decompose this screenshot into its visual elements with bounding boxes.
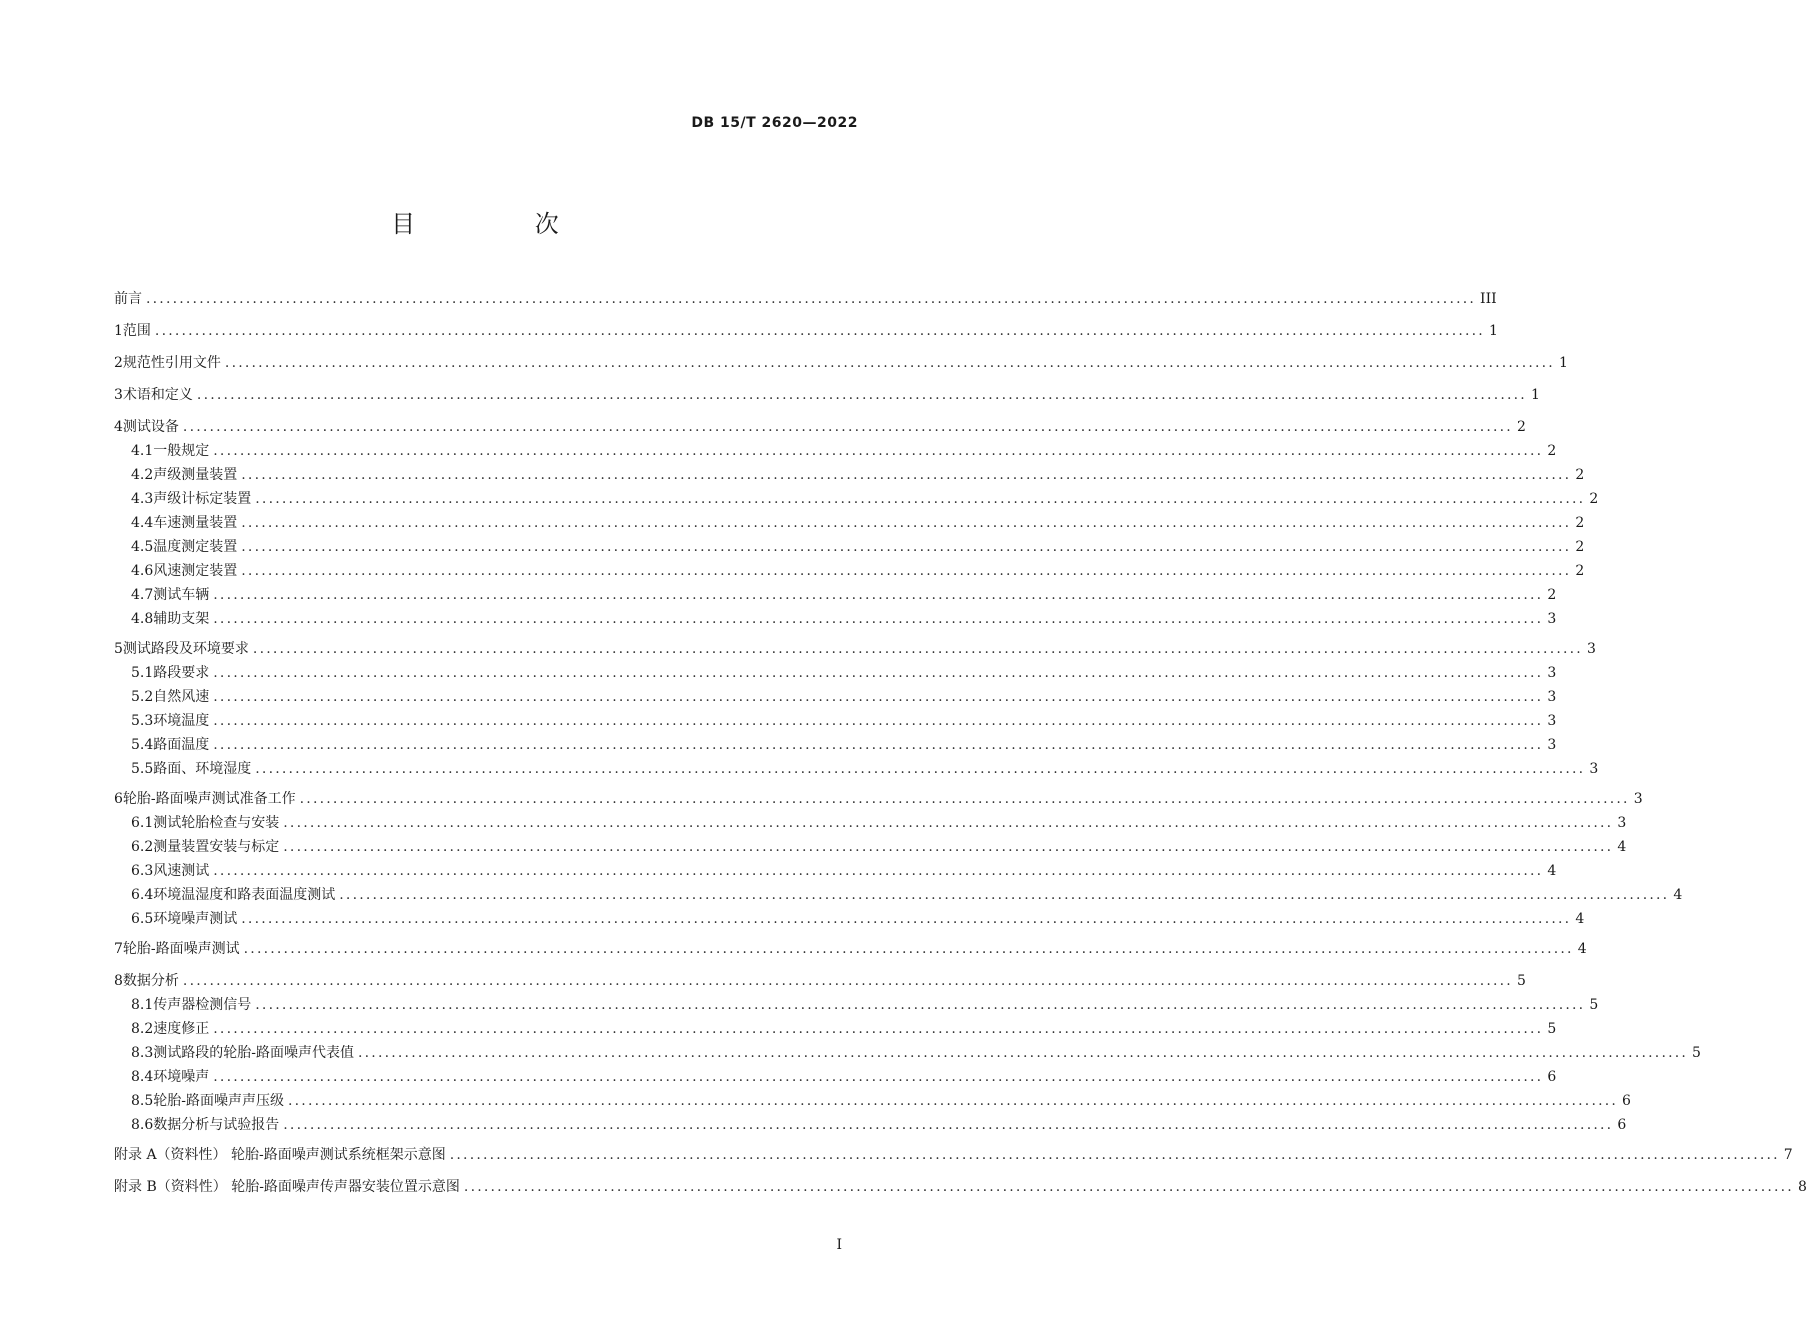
toc-entry[interactable] — [114, 758, 1599, 780]
toc-entry-number: 4.2 — [131, 467, 154, 483]
toc-leader-dots: ........................................................................................................................................................................................................ — [213, 587, 1544, 603]
toc-entry-number: 7 — [114, 941, 123, 957]
toc-leader-dots: ........................................................................................................................................................................................................ — [288, 1093, 1619, 1109]
toc-entry[interactable] — [114, 416, 1526, 438]
toc-leader-dots: ........................................................................................................................................................................................................ — [213, 737, 1544, 753]
toc-entry-label: 声级测量装置 — [153, 467, 238, 483]
toc-entry-label: 辅助支架 — [153, 611, 210, 627]
toc-entry[interactable] — [114, 384, 1540, 406]
toc-leader-dots: ........................................................................................................................................................................................................ — [213, 611, 1544, 627]
toc-entry-page: 4 — [1577, 941, 1587, 957]
toc-entry-label: 声级计标定装置 — [153, 491, 252, 507]
toc-leader-dots: ........................................................................................................................................................................................................ — [213, 1021, 1544, 1037]
toc-entry-label: 轮胎-路面噪声声压级 — [153, 1093, 284, 1109]
toc-entry[interactable] — [114, 608, 1557, 630]
toc-entry-page: 6 — [1622, 1093, 1631, 1109]
toc-leader-dots: ........................................................................................................................................................................................................ — [224, 355, 1555, 371]
toc-entry-page: 1 — [1530, 387, 1540, 403]
toc-entry-page: 6 — [1547, 1069, 1557, 1085]
toc-leader-dots: ........................................................................................................................................................................................................ — [358, 1045, 1689, 1061]
toc-entry-page: 4 — [1547, 863, 1557, 879]
toc-entry-page: 1 — [1558, 355, 1568, 371]
toc-entry-number: 8 — [114, 973, 123, 989]
toc-leader-dots: ........................................................................................................................................................................................................ — [241, 515, 1572, 531]
toc-entry-label: 范围 — [122, 323, 151, 339]
toc-entry-label: 路面、环境湿度 — [153, 761, 252, 777]
standard-code: DB 15/T 2620—2022 — [691, 115, 858, 131]
toc-entry-page: 2 — [1516, 419, 1526, 435]
toc-entry[interactable] — [114, 320, 1498, 342]
toc-entry-label: 环境噪声测试 — [153, 911, 238, 927]
toc-entry-page: 3 — [1547, 737, 1557, 753]
toc-entry-label: 测试路段的轮胎-路面噪声代表值 — [153, 1045, 354, 1061]
toc-entry[interactable] — [114, 710, 1557, 732]
toc-entry[interactable] — [114, 1066, 1557, 1088]
toc-leader-dots: ........................................................................................................................................................................................................ — [255, 491, 1586, 507]
toc-entry[interactable] — [114, 560, 1585, 582]
toc-entry-number: 8.2 — [131, 1021, 154, 1037]
toc-leader-dots: ........................................................................................................................................................................................................ — [213, 1069, 1544, 1085]
toc-entry-number: 2 — [114, 355, 123, 371]
toc-entry-number: 5.2 — [131, 689, 154, 705]
toc-entry[interactable] — [114, 884, 1683, 906]
toc-leader-dots: ........................................................................................................................................................................................................ — [196, 387, 1527, 403]
toc-entry-label: 环境噪声 — [153, 1069, 210, 1085]
toc-entry-label: 轮胎-路面噪声测试准备工作 — [122, 791, 296, 807]
toc-entry[interactable] — [114, 812, 1627, 834]
toc-entry-number: 8.4 — [131, 1069, 154, 1085]
toc-leader-dots: ........................................................................................................................................................................................................ — [449, 1147, 1780, 1163]
toc-entry-page: 4 — [1673, 887, 1683, 903]
toc-entry-label: 风速测定装置 — [153, 563, 238, 579]
toc-entry-page: 3 — [1547, 689, 1557, 705]
toc-entry-page: 4 — [1575, 911, 1585, 927]
toc-leader-dots: ........................................................................................................................................................................................................ — [241, 467, 1572, 483]
toc-entry-label: 测试轮胎检查与安装 — [153, 815, 280, 831]
toc-leader-dots: ........................................................................................................................................................................................................ — [283, 839, 1614, 855]
toc-entry-number: 4 — [114, 419, 123, 435]
toc-entry-page: 5 — [1589, 997, 1599, 1013]
toc-entry-page: 4 — [1617, 839, 1627, 855]
toc-entry-page: 2 — [1575, 515, 1585, 531]
toc-entry[interactable] — [114, 638, 1596, 660]
toc-leader-dots: ........................................................................................................................................................................................................ — [241, 539, 1572, 555]
toc-entry-number: 4.7 — [131, 587, 154, 603]
toc-leader-dots: ........................................................................................................................................................................................................ — [154, 323, 1485, 339]
toc-entry-number: 8.3 — [131, 1045, 154, 1061]
toc-leader-dots: ........................................................................................................................................................................................................ — [299, 791, 1630, 807]
toc-entry-number: 6.5 — [131, 911, 154, 927]
toc-entry-label: 测试车辆 — [153, 587, 210, 603]
toc-entry-page: 3 — [1589, 761, 1599, 777]
toc-entry-label: 温度测定装置 — [153, 539, 238, 555]
toc-entry-page: 5 — [1547, 1021, 1557, 1037]
toc-leader-dots: ........................................................................................................................................................................................................ — [213, 713, 1544, 729]
toc-leader-dots: ........................................................................................................................................................................................................ — [182, 973, 1513, 989]
toc-entry-page: 2 — [1575, 467, 1585, 483]
toc-leader-dots: ........................................................................................................................................................................................................ — [255, 761, 1586, 777]
toc-entry-label: 一般规定 — [153, 443, 210, 459]
toc-entry[interactable] — [114, 970, 1526, 992]
toc-entry-page: 3 — [1547, 713, 1557, 729]
toc-leader-dots: ........................................................................................................................................................................................................ — [213, 665, 1544, 681]
toc-leader-dots: ........................................................................................................................................................................................................ — [252, 641, 1583, 657]
toc-entry-label: 风速测试 — [153, 863, 210, 879]
toc-entry[interactable] — [114, 288, 1497, 310]
toc-entry[interactable] — [114, 686, 1557, 708]
toc-entry[interactable] — [114, 908, 1585, 930]
toc-entry-page: 6 — [1617, 1117, 1627, 1133]
toc-entry-number: 3 — [114, 387, 123, 403]
toc-entry-page: 1 — [1488, 323, 1498, 339]
toc-entry-page: III — [1480, 291, 1497, 307]
toc-leader-dots: ........................................................................................................................................................................................................ — [241, 563, 1572, 579]
toc-entry[interactable] — [114, 860, 1557, 882]
toc-entry-page: 3 — [1617, 815, 1627, 831]
toc-entry[interactable] — [114, 488, 1599, 510]
toc-entry-page: 2 — [1547, 587, 1557, 603]
toc-entry-label: 附录 B（资料性） 轮胎-路面噪声传声器安装位置示意图 — [114, 1179, 460, 1195]
toc-entry-label: 轮胎-路面噪声测试 — [122, 941, 240, 957]
toc-entry[interactable] — [114, 734, 1557, 756]
toc-entry-number: 6.3 — [131, 863, 154, 879]
toc-entry[interactable] — [114, 836, 1627, 858]
toc-leader-dots: ........................................................................................................................................................................................................ — [213, 443, 1544, 459]
toc-entry-page: 5 — [1692, 1045, 1701, 1061]
toc-entry-label: 前言 — [114, 291, 142, 307]
toc-entry-number: 8.5 — [131, 1093, 154, 1109]
toc-entry[interactable] — [114, 584, 1557, 606]
toc-entry-number: 1 — [114, 323, 123, 339]
toc-entry-page: 2 — [1575, 563, 1585, 579]
toc-entry-label: 数据分析与试验报告 — [153, 1117, 280, 1133]
toc-entry-number: 4.3 — [131, 491, 154, 507]
toc-leader-dots: ........................................................................................................................................................................................................ — [463, 1179, 1794, 1195]
toc-entry-label: 附录 A（资料性） 轮胎-路面噪声测试系统框架示意图 — [114, 1147, 446, 1163]
toc-entry-number: 8.6 — [131, 1117, 154, 1133]
toc-entry-number: 5.4 — [131, 737, 154, 753]
toc-leader-dots: ........................................................................................................................................................................................................ — [339, 887, 1670, 903]
toc-entry-number: 4.5 — [131, 539, 154, 555]
toc-entry[interactable] — [114, 464, 1585, 486]
toc-entry-page: 2 — [1575, 539, 1585, 555]
toc-entry-label: 环境温湿度和路表面温度测试 — [153, 887, 336, 903]
toc-entry-page: 3 — [1633, 791, 1643, 807]
toc-entry-number: 6.4 — [131, 887, 154, 903]
toc-entry-page: 5 — [1516, 973, 1526, 989]
toc-entry-number: 4.8 — [131, 611, 154, 627]
toc-entry[interactable] — [114, 788, 1643, 810]
toc-entry-label: 自然风速 — [153, 689, 210, 705]
toc-entry[interactable] — [114, 938, 1587, 960]
toc-entry-label: 车速测量装置 — [153, 515, 238, 531]
toc-entry[interactable] — [114, 1018, 1557, 1040]
toc-entry-label: 环境温度 — [153, 713, 210, 729]
toc-entry-page: 7 — [1783, 1147, 1793, 1163]
toc-entry[interactable] — [114, 512, 1585, 534]
toc-entry-label: 数据分析 — [122, 973, 179, 989]
toc-entry-page: 3 — [1547, 665, 1557, 681]
toc-entry-label: 术语和定义 — [122, 387, 193, 403]
toc-entry-number: 8.1 — [131, 997, 154, 1013]
toc-entry[interactable] — [114, 440, 1557, 462]
toc-leader-dots: ........................................................................................................................................................................................................ — [213, 689, 1544, 705]
toc-entry[interactable] — [114, 1042, 1701, 1064]
toc-entry-number: 4.6 — [131, 563, 154, 579]
toc-entry-number: 5.3 — [131, 713, 154, 729]
toc-entry-label: 速度修正 — [153, 1021, 210, 1037]
toc-entry-label: 路面温度 — [153, 737, 210, 753]
toc-entry-label: 规范性引用文件 — [122, 355, 221, 371]
toc-entry-label: 测试路段及环境要求 — [122, 641, 249, 657]
toc-entry-page: 8 — [1797, 1179, 1807, 1195]
toc-entry-number: 6.1 — [131, 815, 154, 831]
toc-leader-dots: ........................................................................................................................................................................................................ — [283, 1117, 1614, 1133]
toc-entry-number: 5 — [114, 641, 123, 657]
toc-entry-number: 5.5 — [131, 761, 154, 777]
toc-entry-page: 3 — [1586, 641, 1596, 657]
toc-leader-dots: ........................................................................................................................................................................................................ — [283, 815, 1614, 831]
toc-entry-number: 6.2 — [131, 839, 154, 855]
toc-leader-dots: ........................................................................................................................................................................................................ — [241, 911, 1572, 927]
toc-entry[interactable] — [114, 352, 1568, 374]
toc-entry-number: 4.4 — [131, 515, 154, 531]
toc-entry[interactable] — [114, 1090, 1631, 1112]
toc-entry[interactable] — [114, 994, 1599, 1016]
toc-entry[interactable] — [114, 1176, 1807, 1198]
toc-leader-dots: ........................................................................................................................................................................................................ — [243, 941, 1574, 957]
toc-entry-label: 路段要求 — [153, 665, 210, 681]
toc-entry[interactable] — [114, 1144, 1793, 1166]
toc-entry-page: 2 — [1589, 491, 1599, 507]
page-number: I — [836, 1237, 842, 1253]
toc-entry[interactable] — [114, 662, 1557, 684]
toc-entry[interactable] — [114, 536, 1585, 558]
toc-leader-dots: ........................................................................................................................................................................................................ — [182, 419, 1513, 435]
page-title: 目 次 — [391, 210, 615, 238]
toc-entry-number: 5.1 — [131, 665, 154, 681]
toc-entry-label: 测量装置安装与标定 — [153, 839, 280, 855]
toc-entry-page: 2 — [1547, 443, 1557, 459]
toc-entry-label: 测试设备 — [122, 419, 179, 435]
toc-leader-dots: ........................................................................................................................................................................................................ — [213, 863, 1544, 879]
toc-entry-number: 4.1 — [131, 443, 154, 459]
toc-leader-dots: ........................................................................................................................................................................................................ — [146, 291, 1477, 307]
toc-entry-label: 传声器检测信号 — [153, 997, 252, 1013]
toc-leader-dots: ........................................................................................................................................................................................................ — [255, 997, 1586, 1013]
toc-entry[interactable] — [114, 1114, 1627, 1136]
toc-entry-page: 3 — [1547, 611, 1557, 627]
toc-entry-number: 6 — [114, 791, 123, 807]
